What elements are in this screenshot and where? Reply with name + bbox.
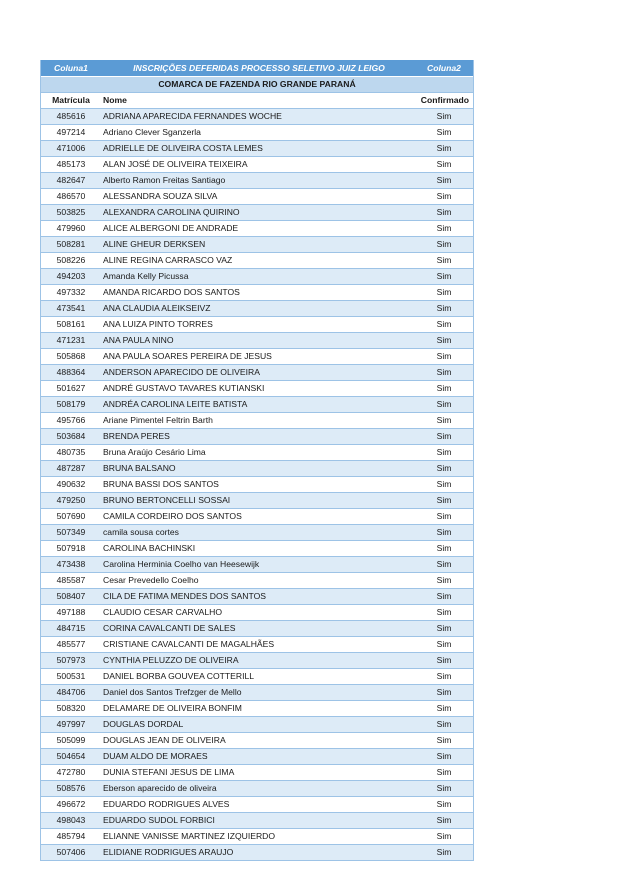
matricula-cell[interactable]: 494203 xyxy=(41,269,101,285)
nome-cell[interactable]: BRUNA BASSI DOS SANTOS xyxy=(101,477,415,493)
matricula-cell[interactable]: 503825 xyxy=(41,205,101,221)
table-row xyxy=(41,557,473,573)
table-row xyxy=(41,253,473,269)
table-row xyxy=(41,397,473,413)
table-row xyxy=(41,269,473,285)
confirmado-cell[interactable]: Sim xyxy=(415,365,473,381)
confirmado-cell[interactable]: Sim xyxy=(415,813,473,829)
table-row xyxy=(41,637,473,653)
confirmado-cell[interactable]: Sim xyxy=(415,221,473,237)
table-row xyxy=(41,125,473,141)
nome-cell[interactable]: ALICE ALBERGONI DE ANDRADE xyxy=(101,221,415,237)
confirmado-cell[interactable]: Sim xyxy=(415,717,473,733)
nome-cell[interactable]: ALEXANDRA CAROLINA QUIRINO xyxy=(101,205,415,221)
confirmado-cell[interactable]: Sim xyxy=(415,157,473,173)
matricula-cell[interactable]: 488364 xyxy=(41,365,101,381)
matricula-cell[interactable]: 473541 xyxy=(41,301,101,317)
matricula-cell[interactable]: 498043 xyxy=(41,813,101,829)
table-row xyxy=(41,845,473,861)
matricula-cell[interactable]: 482647 xyxy=(41,173,101,189)
confirmado-cell[interactable]: Sim xyxy=(415,589,473,605)
matricula-cell[interactable]: 497997 xyxy=(41,717,101,733)
table-row xyxy=(41,573,473,589)
table-row xyxy=(41,685,473,701)
confirmado-cell[interactable]: Sim xyxy=(415,781,473,797)
confirmado-cell[interactable]: Sim xyxy=(415,301,473,317)
matricula-cell[interactable]: 501627 xyxy=(41,381,101,397)
matricula-cell[interactable]: 485587 xyxy=(41,573,101,589)
nome-cell[interactable]: Amanda Kelly Picussa xyxy=(101,269,415,285)
confirmado-cell[interactable]: Sim xyxy=(415,413,473,429)
table-row xyxy=(41,493,473,509)
nome-cell[interactable]: ADRIELLE DE OLIVEIRA COSTA LEMES xyxy=(101,141,415,157)
nome-cell[interactable]: ELIANNE VANISSE MARTINEZ IZQUIERDO xyxy=(101,829,415,845)
confirmado-cell[interactable]: Sim xyxy=(415,429,473,445)
table-row xyxy=(41,653,473,669)
column-labels-row xyxy=(41,93,473,109)
matricula-cell[interactable]: 505099 xyxy=(41,733,101,749)
nome-cell[interactable]: ADRIANA APARECIDA FERNANDES WOCHE xyxy=(101,109,415,125)
table-row xyxy=(41,589,473,605)
matricula-cell[interactable]: 485577 xyxy=(41,637,101,653)
confirmado-cell[interactable]: Sim xyxy=(415,349,473,365)
table-row xyxy=(41,429,473,445)
confirmado-cell[interactable]: Sim xyxy=(415,189,473,205)
table-row xyxy=(41,173,473,189)
nome-cell[interactable]: Adriano Clever Sganzerla xyxy=(101,125,415,141)
confirmado-cell[interactable]: Sim xyxy=(415,397,473,413)
confirmado-cell[interactable]: Sim xyxy=(415,253,473,269)
nome-label: Nome xyxy=(101,93,415,109)
table-row xyxy=(41,749,473,765)
confirmado-cell[interactable]: Sim xyxy=(415,541,473,557)
confirmado-cell[interactable]: Sim xyxy=(415,461,473,477)
confirmado-cell[interactable]: Sim xyxy=(415,685,473,701)
nome-cell[interactable]: ALAN JOSÉ DE OLIVEIRA TEIXEIRA xyxy=(101,157,415,173)
table-title[interactable]: INSCRIÇÕES DEFERIDAS PROCESSO SELETIVO JUIZ LEIGO xyxy=(101,60,415,77)
matricula-cell[interactable]: 508407 xyxy=(41,589,101,605)
nome-cell[interactable]: ANDRÉA CAROLINA LEITE BATISTA xyxy=(101,397,415,413)
matricula-cell[interactable]: 471231 xyxy=(41,333,101,349)
table-row xyxy=(41,141,473,157)
nome-cell[interactable]: AMANDA RICARDO DOS SANTOS xyxy=(101,285,415,301)
table-row xyxy=(41,669,473,685)
table-body xyxy=(41,109,473,861)
table-row xyxy=(41,221,473,237)
nome-cell[interactable]: CORINA CAVALCANTI DE SALES xyxy=(101,621,415,637)
table-row xyxy=(41,717,473,733)
table-header-row xyxy=(41,60,473,77)
confirmado-cell[interactable]: Sim xyxy=(415,557,473,573)
nome-cell[interactable]: ALINE GHEUR DERKSEN xyxy=(101,237,415,253)
matricula-cell[interactable]: 479250 xyxy=(41,493,101,509)
table-row xyxy=(41,413,473,429)
nome-cell[interactable]: ANA PAULA SOARES PEREIRA DE JESUS xyxy=(101,349,415,365)
nome-cell[interactable]: camila sousa cortes xyxy=(101,525,415,541)
confirmado-cell[interactable]: Sim xyxy=(415,621,473,637)
matricula-cell[interactable]: 495766 xyxy=(41,413,101,429)
confirmado-cell[interactable]: Sim xyxy=(415,765,473,781)
table-row xyxy=(41,285,473,301)
nome-cell[interactable]: CRISTIANE CAVALCANTI DE MAGALHÃES xyxy=(101,637,415,653)
confirmado-cell[interactable]: Sim xyxy=(415,573,473,589)
table-row xyxy=(41,365,473,381)
confirmado-cell[interactable]: Sim xyxy=(415,285,473,301)
nome-cell[interactable]: DOUGLAS DORDAL xyxy=(101,717,415,733)
table-row xyxy=(41,733,473,749)
nome-cell[interactable]: CAMILA CORDEIRO DOS SANTOS xyxy=(101,509,415,525)
matricula-cell[interactable]: 496672 xyxy=(41,797,101,813)
confirmado-cell[interactable]: Sim xyxy=(415,701,473,717)
table-row xyxy=(41,477,473,493)
nome-cell[interactable]: CLAUDIO CESAR CARVALHO xyxy=(101,605,415,621)
matricula-cell[interactable]: 484706 xyxy=(41,685,101,701)
table-row xyxy=(41,525,473,541)
matricula-cell[interactable]: 500531 xyxy=(41,669,101,685)
table-row xyxy=(41,333,473,349)
nome-cell[interactable]: ANA PAULA NINO xyxy=(101,333,415,349)
confirmado-cell[interactable]: Sim xyxy=(415,829,473,845)
table-row xyxy=(41,349,473,365)
nome-cell[interactable]: Alberto Ramon Freitas Santiago xyxy=(101,173,415,189)
column-header-coluna1[interactable]: Coluna1 xyxy=(41,60,101,77)
table-row xyxy=(41,445,473,461)
matricula-cell[interactable]: 485794 xyxy=(41,829,101,845)
confirmado-cell[interactable]: Sim xyxy=(415,269,473,285)
table-row xyxy=(41,605,473,621)
confirmado-cell[interactable]: Sim xyxy=(415,141,473,157)
nome-cell[interactable]: Eberson aparecido de oliveira xyxy=(101,781,415,797)
nome-cell[interactable]: ALESSANDRA SOUZA SILVA xyxy=(101,189,415,205)
table-row xyxy=(41,797,473,813)
confirmado-cell[interactable]: Sim xyxy=(415,173,473,189)
matricula-cell[interactable]: 507349 xyxy=(41,525,101,541)
matricula-cell[interactable]: 507406 xyxy=(41,845,101,861)
nome-cell[interactable]: EDUARDO SUDOL FORBICI xyxy=(101,813,415,829)
nome-cell[interactable]: ANA CLAUDIA ALEIKSEIVZ xyxy=(101,301,415,317)
confirmado-cell[interactable]: Sim xyxy=(415,477,473,493)
matricula-cell[interactable]: 497214 xyxy=(41,125,101,141)
matricula-cell[interactable]: 497332 xyxy=(41,285,101,301)
table-row xyxy=(41,301,473,317)
nome-cell[interactable]: BRUNA BALSANO xyxy=(101,461,415,477)
table-row xyxy=(41,189,473,205)
nome-cell[interactable]: Ariane Pimentel Feltrin Barth xyxy=(101,413,415,429)
table-row xyxy=(41,765,473,781)
matricula-cell[interactable]: 508576 xyxy=(41,781,101,797)
nome-cell[interactable]: DELAMARE DE OLIVEIRA BONFIM xyxy=(101,701,415,717)
confirmado-cell[interactable]: Sim xyxy=(415,333,473,349)
matricula-cell[interactable]: 486570 xyxy=(41,189,101,205)
confirmado-label: Confirmado xyxy=(415,93,473,109)
matricula-cell[interactable]: 503684 xyxy=(41,429,101,445)
confirmado-cell[interactable]: Sim xyxy=(415,445,473,461)
nome-cell[interactable]: Bruna Araújo Cesário Lima xyxy=(101,445,415,461)
table-row xyxy=(41,157,473,173)
nome-cell[interactable]: BRENDA PERES xyxy=(101,429,415,445)
confirmado-cell[interactable]: Sim xyxy=(415,205,473,221)
table-row xyxy=(41,237,473,253)
confirmado-cell[interactable]: Sim xyxy=(415,109,473,125)
table-row xyxy=(41,381,473,397)
nome-cell[interactable]: ALINE REGINA CARRASCO VAZ xyxy=(101,253,415,269)
confirmado-cell[interactable]: Sim xyxy=(415,125,473,141)
table-row xyxy=(41,829,473,845)
nome-cell[interactable]: ANA LUIZA PINTO TORRES xyxy=(101,317,415,333)
matricula-cell[interactable]: 508281 xyxy=(41,237,101,253)
matricula-cell[interactable]: 485616 xyxy=(41,109,101,125)
nome-cell[interactable]: ELIDIANE RODRIGUES ARAUJO xyxy=(101,845,415,861)
matricula-cell[interactable]: 505868 xyxy=(41,349,101,365)
nome-cell[interactable]: BRUNO BERTONCELLI SOSSAI xyxy=(101,493,415,509)
matricula-cell[interactable]: 507918 xyxy=(41,541,101,557)
confirmado-cell[interactable]: Sim xyxy=(415,237,473,253)
matricula-cell[interactable]: 479960 xyxy=(41,221,101,237)
matricula-cell[interactable]: 484715 xyxy=(41,621,101,637)
matricula-cell[interactable]: 508179 xyxy=(41,397,101,413)
matricula-cell[interactable]: 508226 xyxy=(41,253,101,269)
nome-cell[interactable]: DOUGLAS JEAN DE OLIVEIRA xyxy=(101,733,415,749)
matricula-cell[interactable]: 480735 xyxy=(41,445,101,461)
table-row xyxy=(41,781,473,797)
subtitle-row xyxy=(41,77,473,93)
nome-cell[interactable]: EDUARDO RODRIGUES ALVES xyxy=(101,797,415,813)
matricula-cell[interactable]: 497188 xyxy=(41,605,101,621)
matricula-cell[interactable]: 507973 xyxy=(41,653,101,669)
confirmado-cell[interactable]: Sim xyxy=(415,317,473,333)
matricula-cell[interactable]: 508161 xyxy=(41,317,101,333)
nome-cell[interactable]: DUNIA STEFANI JESUS DE LIMA xyxy=(101,765,415,781)
confirmado-cell[interactable]: Sim xyxy=(415,381,473,397)
table-row xyxy=(41,461,473,477)
confirmado-cell[interactable]: Sim xyxy=(415,525,473,541)
confirmado-cell[interactable]: Sim xyxy=(415,669,473,685)
nome-cell[interactable]: DANIEL BORBA GOUVEA COTTERILL xyxy=(101,669,415,685)
nome-cell[interactable]: ANDERSON APARECIDO DE OLIVEIRA xyxy=(101,365,415,381)
matricula-cell[interactable]: 507690 xyxy=(41,509,101,525)
nome-cell[interactable]: CYNTHIA PELUZZO DE OLIVEIRA xyxy=(101,653,415,669)
confirmado-cell[interactable]: Sim xyxy=(415,733,473,749)
confirmado-cell[interactable]: Sim xyxy=(415,509,473,525)
nome-cell[interactable]: Cesar Prevedello Coelho xyxy=(101,573,415,589)
table-row xyxy=(41,541,473,557)
matricula-cell[interactable]: 487287 xyxy=(41,461,101,477)
nome-cell[interactable]: Carolina Herminia Coelho van Heesewijk xyxy=(101,557,415,573)
confirmado-cell[interactable]: Sim xyxy=(415,653,473,669)
nome-cell[interactable]: CAROLINA BACHINSKI xyxy=(101,541,415,557)
spreadsheet-table xyxy=(40,60,474,861)
inscricoes-table xyxy=(41,60,473,861)
matricula-cell[interactable]: 490632 xyxy=(41,477,101,493)
table-row xyxy=(41,205,473,221)
nome-cell[interactable]: ANDRÉ GUSTAVO TAVARES KUTIANSKI xyxy=(101,381,415,397)
matricula-cell[interactable]: 473438 xyxy=(41,557,101,573)
matricula-cell[interactable]: 508320 xyxy=(41,701,101,717)
confirmado-cell[interactable]: Sim xyxy=(415,605,473,621)
table-row xyxy=(41,509,473,525)
matricula-label: Matrícula xyxy=(41,93,101,109)
matricula-cell[interactable]: 471006 xyxy=(41,141,101,157)
confirmado-cell[interactable]: Sim xyxy=(415,637,473,653)
table-row xyxy=(41,109,473,125)
table-row xyxy=(41,621,473,637)
nome-cell[interactable]: CILA DE FATIMA MENDES DOS SANTOS xyxy=(101,589,415,605)
table-row xyxy=(41,813,473,829)
nome-cell[interactable]: Daniel dos Santos Trefzger de Mello xyxy=(101,685,415,701)
confirmado-cell[interactable]: Sim xyxy=(415,493,473,509)
confirmado-cell[interactable]: Sim xyxy=(415,845,473,861)
table-subtitle: COMARCA DE FAZENDA RIO GRANDE PARANÁ xyxy=(41,77,473,93)
confirmado-cell[interactable]: Sim xyxy=(415,797,473,813)
confirmado-cell[interactable]: Sim xyxy=(415,749,473,765)
matricula-cell[interactable]: 504654 xyxy=(41,749,101,765)
matricula-cell[interactable]: 485173 xyxy=(41,157,101,173)
table-row xyxy=(41,317,473,333)
matricula-cell[interactable]: 472780 xyxy=(41,765,101,781)
column-header-coluna2[interactable]: Coluna2 xyxy=(415,60,473,77)
table-row xyxy=(41,701,473,717)
nome-cell[interactable]: DUAM ALDO DE MORAES xyxy=(101,749,415,765)
